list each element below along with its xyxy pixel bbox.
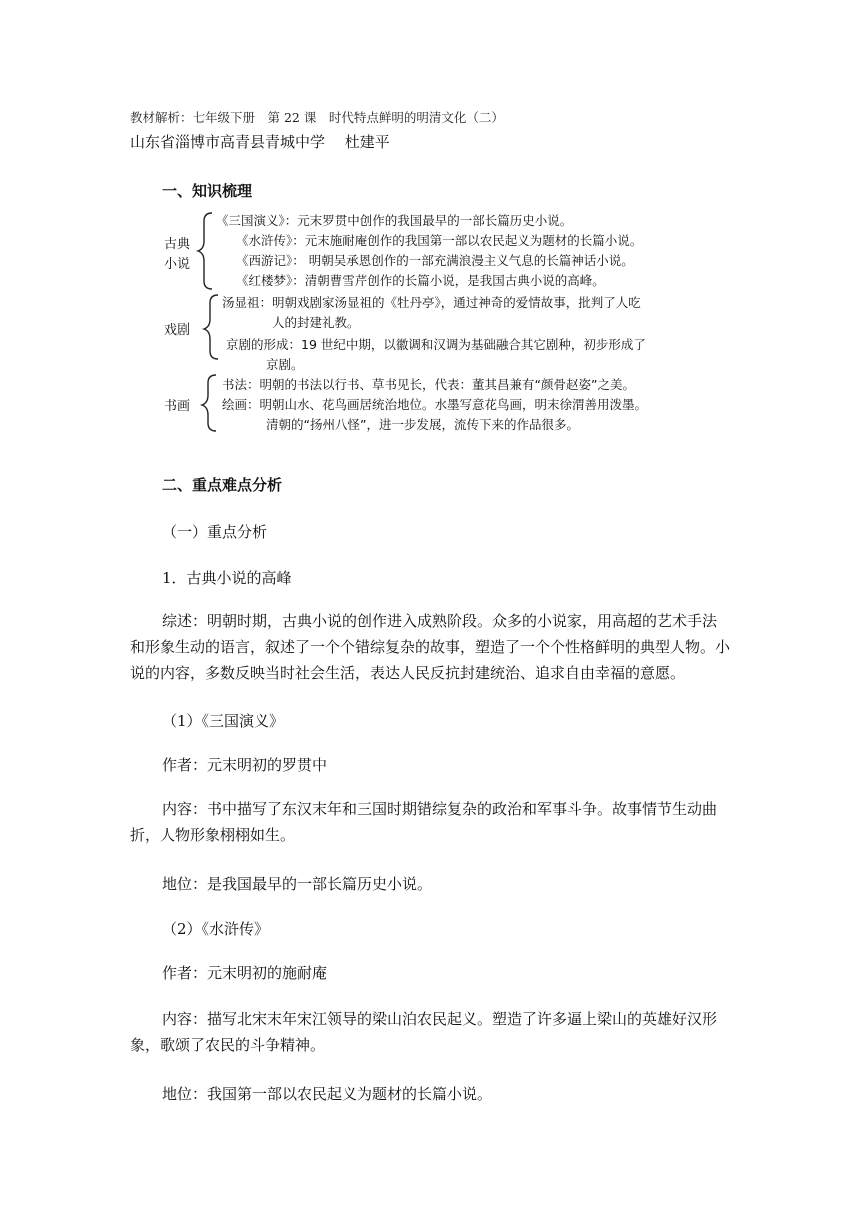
subsection-title: （一）重点分析	[162, 523, 268, 541]
drama-item: 京剧。	[266, 357, 304, 372]
art-item: 清朝的“扬州八怪”，进一步发展，流传下来的作品很多。	[266, 417, 579, 432]
book-content-shuihu: 内容：描写北宋末年宋江领导的梁山泊农民起义。塑造了许多逼上梁山的英雄好汉形象，歌颂了农民的斗争精神。	[130, 1010, 718, 1054]
point-title: 1．古典小说的高峰	[162, 569, 292, 587]
novel-item: 《红楼梦》：清朝曹雪芹创作的长篇小说，是我国古典小说的高峰。	[236, 273, 605, 288]
book-status-shuihu: 地位：我国第一部以农民起义为题材的长篇小说。	[162, 1085, 493, 1103]
book-content-sanguo: 内容：书中描写了东汉末年和三国时期错综复杂的政治和军事斗争。故事情节生动曲折，人物形象栩栩如生。	[130, 800, 718, 844]
book-title-shuihu: （2）《水浒传》	[162, 920, 270, 938]
drama-item: 人的封建礼教。	[272, 315, 360, 330]
course-line: 教材解析：七年级下册 第 22 课 时代特点鲜明的明清文化（二）	[130, 110, 504, 125]
art-item: 书法：明朝的书法以行书、草书见长，代表：董其昌兼有“颜骨赵姿”之美。	[222, 377, 635, 392]
novel-item: 《西游记》： 明朝吴承恩创作的一部充满浪漫主义气息的长篇神话小说。	[236, 253, 634, 268]
novel-item: 《三国演义》：元末罗贯中创作的我国最早的一部长篇历史小说。	[216, 213, 573, 228]
book-author-sanguo: 作者：元末明初的罗贯中	[162, 756, 328, 774]
section-title-knowledge: 一、知识梳理	[162, 182, 253, 200]
novel-item: 《水浒传》：元末施耐庵创作的我国第一部以农民起义为题材的长篇小说。	[236, 233, 643, 248]
category-drama-label: 戏剧	[164, 323, 191, 338]
category-novel-label-1: 古典	[164, 237, 191, 252]
summary-paragraph: 综述：明朝时期，古典小说的创作进入成熟阶段。众多的小说家，用高超的艺术手法和形象生动的语言，叙述了一个个错综复杂的故事，塑造了一个个性格鲜明的典型人物。小说的内容，多数反映当时社会生活，表达人民反抗封建统治、追求自由幸福的意愿。	[130, 612, 731, 682]
art-item: 绘画：明朝山水、花鸟画居统治地位。水墨写意花鸟画，明末徐渭善用泼墨。	[222, 397, 648, 412]
category-novel-label-2: 小说	[164, 257, 191, 272]
book-status-sanguo: 地位：是我国最早的一部长篇历史小说。	[162, 875, 433, 893]
drama-item: 京剧的形成：19 世纪中期，以徽调和汉调为基础融合其它剧种，初步形成了	[226, 337, 646, 352]
author-line: 山东省淄博市高青县青城中学 杜建平	[130, 133, 390, 151]
section-title-analysis: 二、重点难点分析	[162, 476, 283, 494]
category-art-label: 书画	[164, 399, 191, 414]
book-title-sanguo: （1）《三国演义》	[162, 712, 285, 730]
drama-item: 汤显祖：明朝戏剧家汤显祖的《牡丹亭》，通过神奇的爱情故事，批判了人吃	[222, 295, 641, 310]
book-author-shuihu: 作者：元末明初的施耐庵	[162, 964, 328, 982]
knowledge-figure	[150, 207, 690, 435]
